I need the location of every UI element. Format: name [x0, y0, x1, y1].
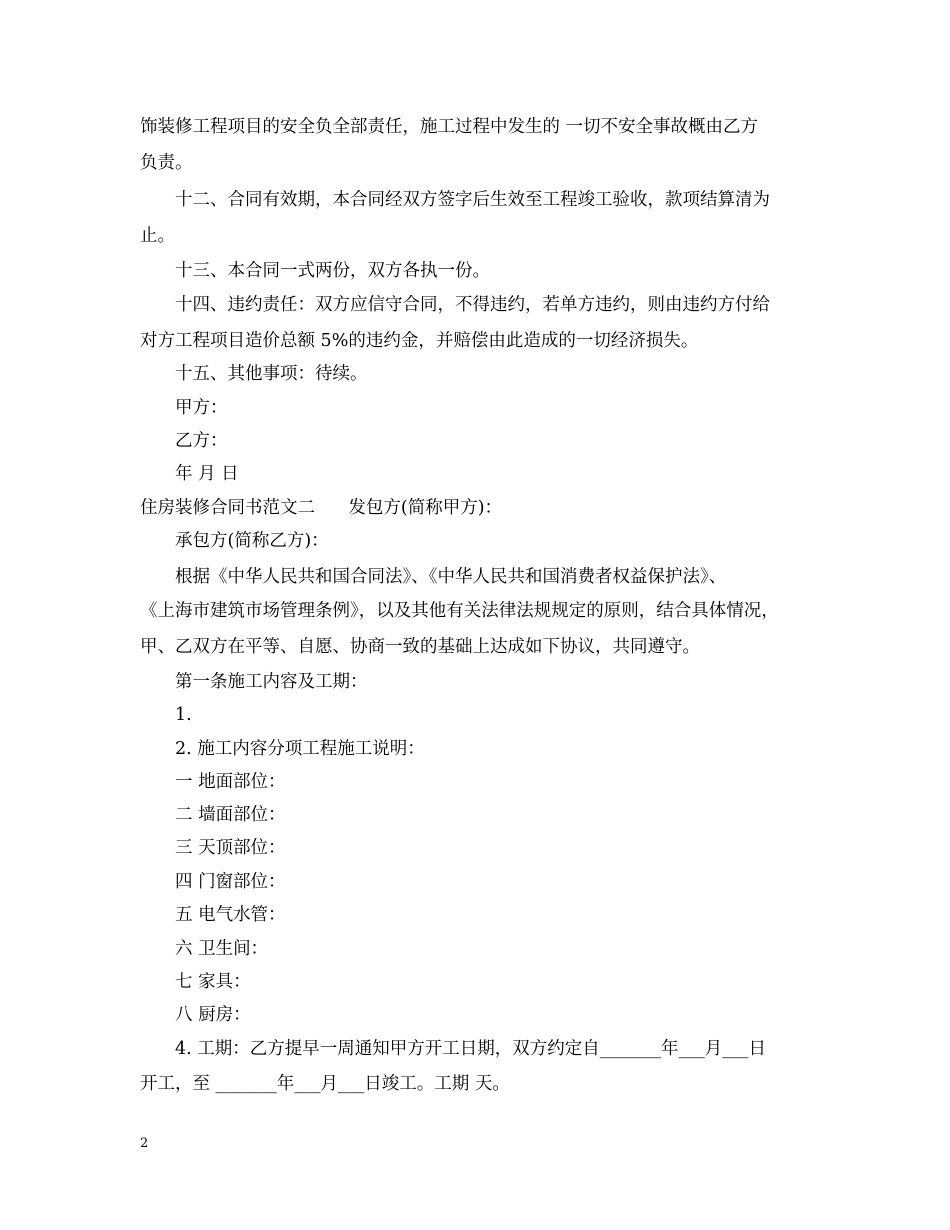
text-line: 第一条施工内容及工期：: [175, 672, 368, 692]
text-line: 承包方(简称乙方)：: [175, 531, 329, 551]
text-line: 负责。: [140, 153, 193, 173]
text-line: 饰装修工程项目的安全负全部责任，施工过程中发生的 一切不安全事故概由乙方: [140, 117, 759, 137]
text-line: 2. 施工内容分项工程施工说明：: [175, 739, 425, 759]
text-line: 八 厨房：: [175, 1005, 251, 1025]
text-line: 对方工程项目造价总额 5%的违约金，并赔偿由此造成的一切经济损失。: [140, 331, 699, 351]
text-line: 五 电气水管：: [175, 905, 286, 925]
text-line: 住房装修合同书范文二 发包方(简称甲方)：: [140, 498, 503, 518]
text-line: 甲方：: [175, 398, 228, 418]
text-line: 十五、其他事项：待续。: [175, 364, 368, 384]
page-number: 2: [140, 1136, 149, 1151]
text-line: 四 门窗部位：: [175, 872, 286, 892]
text-line: 根据《中华人民共和国合同法》、《中华人民共和国消费者权益保护法》、: [175, 567, 727, 587]
text-line: 六 卫生间：: [175, 939, 269, 959]
text-line: 十四、违约责任：双方应信守合同，不得违约，若单方违约，则由违约方付给: [175, 295, 770, 315]
text-line: 十二、合同有效期，本合同经双方签字后生效至工程竣工验收，款项结算清为: [175, 190, 770, 210]
text-line: 乙方：: [175, 431, 228, 451]
text-line: 甲、乙双方在平等、自愿、协商一致的基础上达成如下协议，共同遵守。: [140, 637, 700, 657]
text-line: 止。: [140, 226, 175, 246]
text-line: 4. 工期：乙方提早一周通知甲方开工日期，双方约定自_______年___月___日: [175, 1039, 767, 1059]
text-line: 七 家具：: [175, 972, 251, 992]
text-line: 开工，至 _______年___月___日竣工。工期 天。: [140, 1074, 510, 1094]
text-line: 二 墙面部位：: [175, 805, 286, 825]
text-line: 年 月 日: [175, 464, 239, 484]
text-line: 《上海市建筑市场管理条例》，以及其他有关法律法规规定的原则，结合具体情况，: [140, 601, 779, 621]
text-line: 1.: [175, 705, 192, 725]
text-line: 一 地面部位：: [175, 772, 286, 792]
text-line: 三 天顶部位：: [175, 838, 286, 858]
text-line: 十三、本合同一式两份，双方各执一份。: [175, 261, 490, 281]
